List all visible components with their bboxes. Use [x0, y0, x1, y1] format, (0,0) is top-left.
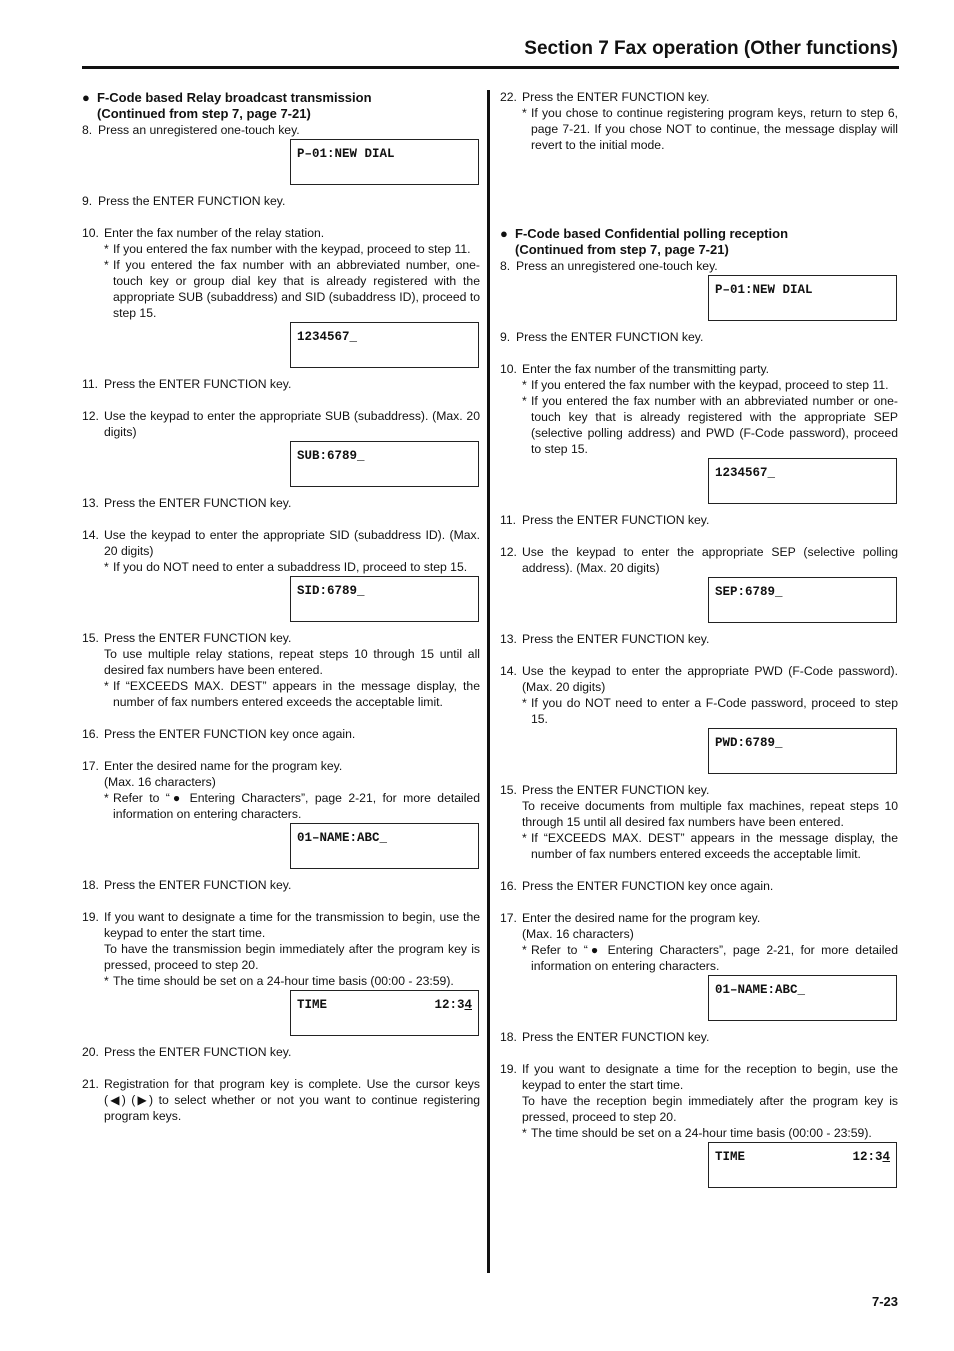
- step-17: 17. Enter the desired name for the program key. (Max. 16 characters) * Refer to “● Entering Characters”, page 2-21, for more detailed information on entering characters.: [500, 911, 898, 973]
- step-20: 20. Press the ENTER FUNCTION key.: [82, 1045, 292, 1059]
- step-16: 16. Press the ENTER FUNCTION key once again.: [500, 879, 774, 893]
- step-18: 18. Press the ENTER FUNCTION key.: [82, 878, 292, 892]
- heading-line2: (Continued from step 7, page 7-21): [97, 106, 311, 121]
- lcd-display: 01–NAME:ABC_: [290, 823, 479, 869]
- step-10: 10. Enter the fax number of the transmitting party. * If you entered the fax number with the keypad, proceed to step 11. * If you entered the fax number with an abbreviated number or one-touch key that is already registered with the appropriate SEP (selective polling address) and PWD (F-Code password), proceed to step 15.: [500, 362, 898, 456]
- bullet-icon: ●: [82, 90, 90, 105]
- right-column: [500, 89, 898, 1188]
- column-divider: [487, 90, 490, 1273]
- step-19: 19. If you want to designate a time for the reception to begin, use the keypad to enter the start time. To have the reception begin immediately after the program key is pressed, proceed to step 20. * The time should be set on a 24-hour time basis (00:00 - 23:59).: [500, 1062, 898, 1140]
- step-22: 22. Press the ENTER FUNCTION key. * If you chose to continue registering program keys, return to step 6, page 7-21. If you chose NOT to continue, the message display will revert to the initial mode.: [500, 90, 898, 152]
- lcd-display: P–01:NEW DIAL: [290, 139, 479, 185]
- lcd-display: 1234567_: [290, 322, 479, 368]
- section-heading-relay: [82, 90, 480, 122]
- step-12: 12. Use the keypad to enter the appropriate SEP (selective polling address). (Max. 20 digits): [500, 545, 898, 575]
- left-column: [82, 90, 480, 1124]
- bullet-icon: ●: [500, 226, 508, 241]
- header-rule: [82, 66, 899, 69]
- step-8: 8. Press an unregistered one-touch key.: [500, 259, 718, 273]
- step-12: 12. Use the keypad to enter the appropriate SUB (subaddress). (Max. 20 digits): [82, 409, 480, 439]
- section-heading-polling: [500, 226, 898, 258]
- step-8: 8. Press an unregistered one-touch key.: [82, 123, 300, 137]
- step-13: 13. Press the ENTER FUNCTION key.: [82, 496, 292, 510]
- heading-line2: (Continued from step 7, page 7-21): [515, 242, 729, 257]
- step-21: 21. Registration for that program key is complete. Use the cursor keys (◀) (▶) to select whether or not you want to continue registering program keys.: [82, 1077, 480, 1123]
- step-16: 16. Press the ENTER FUNCTION key once again.: [82, 727, 356, 741]
- step-15: 15. Press the ENTER FUNCTION key. To use multiple relay stations, repeat steps 10 through 15 until all desired fax numbers have been entered. * If “EXCEEDS MAX. DEST” appears in the message display, the number of fax numbers entered exceeds the acceptable limit.: [82, 631, 480, 709]
- section-title: Section 7 Fax operation (Other functions): [524, 38, 898, 59]
- step-17: 17. Enter the desired name for the program key. (Max. 16 characters) * Refer to “● Entering Characters”, page 2-21, for more detailed information on entering characters.: [82, 759, 480, 821]
- step-9: 9. Press the ENTER FUNCTION key.: [82, 194, 286, 208]
- step-11: 11. Press the ENTER FUNCTION key.: [500, 513, 710, 527]
- lcd-display: 1234567_: [708, 458, 897, 504]
- lcd-display: TIME 12:34: [708, 1142, 897, 1188]
- step-14: 14. Use the keypad to enter the appropriate PWD (F-Code password). (Max. 20 digits) * If you do NOT need to enter a F-Code password, proceed to step 15.: [500, 664, 898, 726]
- step-11: 11. Press the ENTER FUNCTION key.: [82, 377, 292, 391]
- lcd-display: SEP:6789_: [708, 577, 897, 623]
- step-18: 18. Press the ENTER FUNCTION key.: [500, 1030, 710, 1044]
- step-9: 9. Press the ENTER FUNCTION key.: [500, 330, 704, 344]
- lcd-display: 01–NAME:ABC_: [708, 975, 897, 1021]
- step-10: 10. Enter the fax number of the relay station. * If you entered the fax number with the keypad, proceed to step 11. * If you entered the fax number with an abbreviated number, one-touch key or group dial key that is already registered with the appropriate SUB (subaddress) and SID (subaddress ID), proceed to step 15.: [82, 226, 480, 320]
- heading-line1: F-Code based Confidential polling reception: [515, 226, 789, 241]
- step-15: 15. Press the ENTER FUNCTION key. To receive documents from multiple fax machines, repeat steps 10 through 15 until all desired fax numbers have been entered. * If “EXCEEDS MAX. DEST” appears in the message display, the number of fax numbers entered exceeds the acceptable limit.: [500, 783, 898, 861]
- page-number: 7-23: [871, 1294, 898, 1309]
- step-14: 14. Use the keypad to enter the appropriate SID (subaddress ID). (Max. 20 digits) * If you do NOT need to enter a subaddress ID, proceed to step 15.: [82, 528, 480, 574]
- step-13: 13. Press the ENTER FUNCTION key.: [500, 632, 710, 646]
- lcd-display: SUB:6789_: [290, 441, 479, 487]
- lcd-display: TIME 12:34: [290, 990, 479, 1036]
- lcd-display: SID:6789_: [290, 576, 479, 622]
- lcd-display: P–01:NEW DIAL: [708, 275, 897, 321]
- lcd-display: PWD:6789_: [708, 728, 897, 774]
- step-19: 19. If you want to designate a time for the transmission to begin, use the keypad to enter the start time. To have the transmission begin immediately after the program key is pressed, proceed to step 20. * The time should be set on a 24-hour time basis (00:00 - 23:59).: [82, 910, 480, 988]
- heading-line1: F-Code based Relay broadcast transmission: [97, 90, 372, 105]
